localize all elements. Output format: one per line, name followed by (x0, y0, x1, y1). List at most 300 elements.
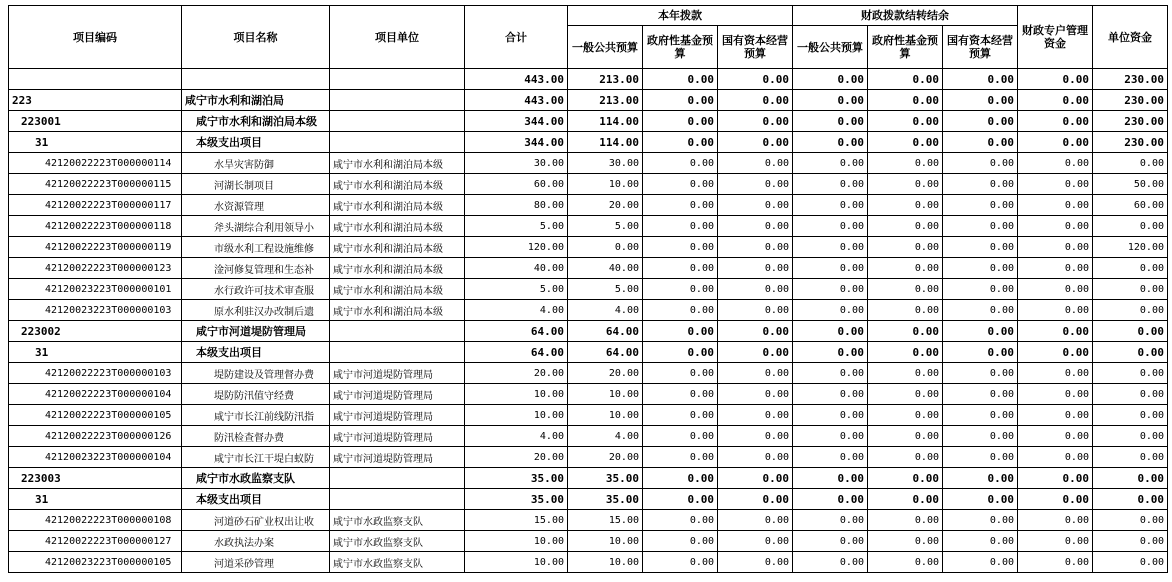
cell-amount: 40.00 (568, 258, 643, 279)
cell-unit (330, 69, 465, 90)
cell-amount: 0.00 (1018, 132, 1093, 153)
cell-unit: 咸宁市河道堤防管理局 (330, 363, 465, 384)
cell-amount: 0.00 (1093, 363, 1168, 384)
cell-amount: 0.00 (718, 531, 793, 552)
cell-amount: 0.00 (1018, 237, 1093, 258)
header-code: 项目编码 (9, 6, 182, 69)
cell-code: 42120022223T000000114 (9, 153, 182, 174)
cell-amount: 0.00 (1018, 195, 1093, 216)
cell-amount: 0.00 (1018, 90, 1093, 111)
cell-amount: 0.00 (868, 300, 943, 321)
cell-amount: 0.00 (643, 447, 718, 468)
cell-name: 水政执法办案 (182, 531, 330, 552)
cell-amount: 0.00 (868, 111, 943, 132)
cell-amount: 0.00 (1018, 111, 1093, 132)
cell-amount: 0.00 (643, 384, 718, 405)
cell-amount: 0.00 (793, 447, 868, 468)
cell-amount: 0.00 (718, 426, 793, 447)
cell-amount: 10.00 (568, 384, 643, 405)
cell-amount: 114.00 (568, 132, 643, 153)
cell-code: 42120022223T000000123 (9, 258, 182, 279)
cell-amount: 0.00 (793, 111, 868, 132)
cell-amount: 15.00 (465, 510, 568, 531)
cell-amount: 0.00 (868, 258, 943, 279)
cell-amount: 0.00 (1018, 510, 1093, 531)
table-row (9, 216, 1168, 237)
cell-amount: 0.00 (868, 468, 943, 489)
cell-amount: 10.00 (568, 174, 643, 195)
cell-amount: 0.00 (1018, 447, 1093, 468)
table-row (9, 153, 1168, 174)
cell-amount: 5.00 (568, 216, 643, 237)
cell-unit: 咸宁市水利和湖泊局本级 (330, 195, 465, 216)
cell-amount: 0.00 (1018, 300, 1093, 321)
header-name: 项目名称 (182, 6, 330, 69)
cell-amount: 443.00 (465, 69, 568, 90)
cell-amount: 0.00 (1018, 489, 1093, 510)
cell-amount: 10.00 (568, 552, 643, 573)
table-row (9, 489, 1168, 510)
cell-amount: 5.00 (568, 279, 643, 300)
cell-amount: 0.00 (943, 153, 1018, 174)
cell-amount: 50.00 (1093, 174, 1168, 195)
table-row (9, 69, 1168, 90)
cell-amount: 0.00 (1093, 342, 1168, 363)
cell-amount: 0.00 (868, 321, 943, 342)
cell-amount: 0.00 (643, 111, 718, 132)
cell-amount: 4.00 (568, 426, 643, 447)
cell-amount: 0.00 (643, 153, 718, 174)
cell-code: 31 (9, 489, 182, 510)
cell-amount: 0.00 (793, 90, 868, 111)
table-row (9, 279, 1168, 300)
cell-amount: 0.00 (943, 552, 1018, 573)
cell-amount: 0.00 (1018, 468, 1093, 489)
cell-amount: 0.00 (643, 216, 718, 237)
cell-amount: 0.00 (718, 258, 793, 279)
cell-amount: 0.00 (718, 468, 793, 489)
cell-code: 31 (9, 132, 182, 153)
cell-amount: 0.00 (718, 510, 793, 531)
cell-amount: 0.00 (943, 384, 1018, 405)
cell-unit: 咸宁市水政监察支队 (330, 531, 465, 552)
cell-amount: 20.00 (568, 363, 643, 384)
cell-code: 42120022223T000000127 (9, 531, 182, 552)
cell-amount: 0.00 (643, 174, 718, 195)
cell-code: 42120022223T000000117 (9, 195, 182, 216)
cell-unit (330, 342, 465, 363)
cell-name: 河湖长制项目 (182, 174, 330, 195)
cell-amount: 60.00 (465, 174, 568, 195)
cell-amount: 0.00 (793, 489, 868, 510)
cell-code: 42120023223T000000101 (9, 279, 182, 300)
cell-amount: 0.00 (1093, 216, 1168, 237)
cell-amount: 0.00 (1018, 363, 1093, 384)
header-group-carryover: 财政拨款结转结余 (793, 6, 1018, 26)
cell-amount: 0.00 (718, 174, 793, 195)
table-row (9, 342, 1168, 363)
cell-amount: 0.00 (1093, 258, 1168, 279)
cell-amount: 0.00 (793, 153, 868, 174)
cell-unit (330, 321, 465, 342)
cell-amount: 443.00 (465, 90, 568, 111)
cell-unit (330, 132, 465, 153)
cell-unit (330, 111, 465, 132)
cell-amount: 0.00 (643, 258, 718, 279)
cell-code: 42120022223T000000108 (9, 510, 182, 531)
cell-amount: 0.00 (718, 216, 793, 237)
cell-name: 咸宁市水利和湖泊局 (182, 90, 330, 111)
cell-unit: 咸宁市水利和湖泊局本级 (330, 279, 465, 300)
cell-amount: 0.00 (793, 510, 868, 531)
cell-code: 42120022223T000000104 (9, 384, 182, 405)
cell-amount: 0.00 (868, 447, 943, 468)
cell-amount: 0.00 (868, 489, 943, 510)
table-row (9, 363, 1168, 384)
cell-amount: 0.00 (643, 426, 718, 447)
cell-unit: 咸宁市水政监察支队 (330, 510, 465, 531)
table-row (9, 384, 1168, 405)
cell-amount: 0.00 (1018, 552, 1093, 573)
header-own-funds: 单位资金 (1093, 6, 1168, 69)
cell-name: 堤防防汛值守经费 (182, 384, 330, 405)
cell-amount: 213.00 (568, 69, 643, 90)
cell-amount: 0.00 (943, 510, 1018, 531)
cell-name: 咸宁市水利和湖泊局本级 (182, 111, 330, 132)
cell-name: 本级支出项目 (182, 489, 330, 510)
cell-amount: 0.00 (643, 363, 718, 384)
cell-amount: 4.00 (568, 300, 643, 321)
cell-amount: 0.00 (868, 405, 943, 426)
header-unit: 项目单位 (330, 6, 465, 69)
cell-unit (330, 90, 465, 111)
cell-amount: 10.00 (568, 531, 643, 552)
cell-amount: 0.00 (1093, 300, 1168, 321)
cell-amount: 64.00 (568, 321, 643, 342)
table-row (9, 300, 1168, 321)
cell-amount: 20.00 (465, 447, 568, 468)
cell-amount: 0.00 (943, 405, 1018, 426)
table-row (9, 510, 1168, 531)
cell-amount: 0.00 (868, 69, 943, 90)
cell-name (182, 69, 330, 90)
table-row (9, 468, 1168, 489)
cell-amount: 0.00 (793, 174, 868, 195)
cell-amount: 0.00 (793, 363, 868, 384)
cell-amount: 0.00 (868, 132, 943, 153)
cell-amount: 20.00 (568, 447, 643, 468)
cell-amount: 120.00 (465, 237, 568, 258)
cell-amount: 230.00 (1093, 132, 1168, 153)
cell-amount: 0.00 (943, 489, 1018, 510)
cell-amount: 0.00 (718, 111, 793, 132)
cell-amount: 0.00 (643, 90, 718, 111)
cell-amount: 4.00 (465, 426, 568, 447)
cell-amount: 0.00 (1093, 279, 1168, 300)
cell-amount: 0.00 (643, 489, 718, 510)
cell-code: 223 (9, 90, 182, 111)
cell-amount: 0.00 (643, 468, 718, 489)
cell-unit: 咸宁市河道堤防管理局 (330, 384, 465, 405)
cell-amount: 0.00 (1093, 489, 1168, 510)
cell-unit: 咸宁市水利和湖泊局本级 (330, 258, 465, 279)
cell-amount: 0.00 (868, 216, 943, 237)
cell-unit: 咸宁市水利和湖泊局本级 (330, 237, 465, 258)
cell-amount: 0.00 (1018, 216, 1093, 237)
cell-amount: 0.00 (793, 237, 868, 258)
cell-amount: 0.00 (943, 216, 1018, 237)
cell-amount: 0.00 (718, 552, 793, 573)
cell-amount: 0.00 (943, 426, 1018, 447)
header-group-annual: 本年拨款 (568, 6, 793, 26)
cell-amount: 0.00 (943, 195, 1018, 216)
cell-code (9, 69, 182, 90)
cell-amount: 60.00 (1093, 195, 1168, 216)
table-row (9, 132, 1168, 153)
cell-name: 水旱灾害防御 (182, 153, 330, 174)
cell-amount: 0.00 (793, 552, 868, 573)
cell-amount: 0.00 (943, 321, 1018, 342)
cell-amount: 0.00 (718, 321, 793, 342)
header-carryover-fund: 政府性基金预算 (868, 26, 943, 69)
table-row (9, 426, 1168, 447)
cell-amount: 230.00 (1093, 69, 1168, 90)
cell-amount: 0.00 (643, 279, 718, 300)
table-row (9, 321, 1168, 342)
cell-amount: 0.00 (643, 195, 718, 216)
cell-amount: 0.00 (868, 90, 943, 111)
cell-code: 31 (9, 342, 182, 363)
cell-amount: 0.00 (793, 405, 868, 426)
cell-amount: 0.00 (793, 216, 868, 237)
cell-name: 堤防建设及管理督办费 (182, 363, 330, 384)
cell-code: 223003 (9, 468, 182, 489)
cell-amount: 35.00 (465, 468, 568, 489)
table-row (9, 531, 1168, 552)
table-row (9, 111, 1168, 132)
cell-name: 咸宁市河道堤防管理局 (182, 321, 330, 342)
cell-amount: 0.00 (793, 468, 868, 489)
cell-amount: 0.00 (943, 279, 1018, 300)
cell-amount: 0.00 (718, 489, 793, 510)
cell-amount: 4.00 (465, 300, 568, 321)
cell-amount: 0.00 (643, 321, 718, 342)
table-row (9, 447, 1168, 468)
cell-amount: 0.00 (1018, 531, 1093, 552)
cell-amount: 0.00 (1018, 426, 1093, 447)
cell-name: 原水利驻汉办改制后遗 (182, 300, 330, 321)
cell-amount: 0.00 (943, 342, 1018, 363)
budget-table (8, 5, 1168, 573)
cell-amount: 0.00 (643, 531, 718, 552)
cell-amount: 0.00 (943, 132, 1018, 153)
cell-amount: 0.00 (793, 426, 868, 447)
cell-amount: 0.00 (1018, 153, 1093, 174)
cell-code: 223002 (9, 321, 182, 342)
cell-amount: 0.00 (868, 363, 943, 384)
cell-amount: 0.00 (793, 531, 868, 552)
cell-amount: 0.00 (1093, 405, 1168, 426)
cell-name: 咸宁市水政监察支队 (182, 468, 330, 489)
cell-name: 水行政许可技术审查服 (182, 279, 330, 300)
cell-amount: 0.00 (643, 300, 718, 321)
cell-amount: 0.00 (718, 195, 793, 216)
cell-amount: 10.00 (465, 405, 568, 426)
cell-code: 42120022223T000000118 (9, 216, 182, 237)
cell-name: 市级水利工程设施维修 (182, 237, 330, 258)
cell-name: 斧头湖综合利用领导小 (182, 216, 330, 237)
cell-amount: 0.00 (868, 531, 943, 552)
cell-name: 防汛检查督办费 (182, 426, 330, 447)
cell-amount: 230.00 (1093, 90, 1168, 111)
cell-amount: 0.00 (868, 426, 943, 447)
cell-amount: 0.00 (1018, 384, 1093, 405)
cell-amount: 35.00 (568, 489, 643, 510)
cell-code: 42120022223T000000126 (9, 426, 182, 447)
table-header (9, 6, 1168, 69)
cell-amount: 0.00 (643, 342, 718, 363)
cell-amount: 0.00 (943, 111, 1018, 132)
cell-amount: 30.00 (568, 153, 643, 174)
cell-amount: 0.00 (643, 552, 718, 573)
cell-name: 本级支出项目 (182, 132, 330, 153)
table-row (9, 174, 1168, 195)
cell-amount: 0.00 (1093, 153, 1168, 174)
cell-amount: 0.00 (943, 363, 1018, 384)
cell-amount: 344.00 (465, 132, 568, 153)
cell-amount: 0.00 (718, 69, 793, 90)
cell-amount: 0.00 (943, 258, 1018, 279)
cell-amount: 0.00 (718, 90, 793, 111)
cell-name: 河道砂石矿业权出让收 (182, 510, 330, 531)
cell-amount: 35.00 (568, 468, 643, 489)
cell-amount: 0.00 (718, 342, 793, 363)
cell-amount: 0.00 (793, 195, 868, 216)
cell-unit: 咸宁市水利和湖泊局本级 (330, 300, 465, 321)
cell-unit: 咸宁市水利和湖泊局本级 (330, 216, 465, 237)
cell-unit (330, 468, 465, 489)
cell-amount: 0.00 (793, 69, 868, 90)
cell-amount: 0.00 (1018, 405, 1093, 426)
cell-amount: 0.00 (1093, 321, 1168, 342)
cell-amount: 0.00 (943, 69, 1018, 90)
table-body (9, 69, 1168, 573)
cell-amount: 0.00 (943, 237, 1018, 258)
cell-amount: 0.00 (718, 363, 793, 384)
cell-amount: 213.00 (568, 90, 643, 111)
cell-amount: 40.00 (465, 258, 568, 279)
cell-amount: 230.00 (1093, 111, 1168, 132)
cell-name: 咸宁市长江前线防汛指 (182, 405, 330, 426)
cell-amount: 0.00 (868, 510, 943, 531)
cell-amount: 0.00 (793, 342, 868, 363)
table-row (9, 90, 1168, 111)
cell-amount: 0.00 (868, 237, 943, 258)
cell-amount: 120.00 (1093, 237, 1168, 258)
cell-amount: 0.00 (1093, 384, 1168, 405)
cell-amount: 0.00 (718, 279, 793, 300)
cell-amount: 0.00 (868, 153, 943, 174)
cell-unit: 咸宁市水利和湖泊局本级 (330, 153, 465, 174)
cell-code: 42120023223T000000105 (9, 552, 182, 573)
cell-amount: 0.00 (868, 384, 943, 405)
header-carryover-general: 一般公共预算 (793, 26, 868, 69)
header-total: 合计 (465, 6, 568, 69)
cell-amount: 10.00 (465, 552, 568, 573)
header-annual-general: 一般公共预算 (568, 26, 643, 69)
cell-amount: 0.00 (568, 237, 643, 258)
cell-amount: 10.00 (465, 384, 568, 405)
cell-code: 42120022223T000000119 (9, 237, 182, 258)
cell-amount: 0.00 (868, 195, 943, 216)
cell-amount: 0.00 (868, 552, 943, 573)
header-annual-fund: 政府性基金预算 (643, 26, 718, 69)
header-special-account: 财政专户管理资金 (1018, 6, 1093, 69)
cell-amount: 0.00 (718, 300, 793, 321)
cell-amount: 0.00 (1018, 342, 1093, 363)
table-row (9, 195, 1168, 216)
table-row (9, 405, 1168, 426)
cell-amount: 0.00 (943, 447, 1018, 468)
cell-amount: 10.00 (465, 531, 568, 552)
cell-code: 42120022223T000000105 (9, 405, 182, 426)
cell-amount: 0.00 (643, 405, 718, 426)
cell-name: 河道采砂管理 (182, 552, 330, 573)
cell-amount: 0.00 (643, 510, 718, 531)
cell-name: 水资源管理 (182, 195, 330, 216)
cell-amount: 0.00 (1093, 510, 1168, 531)
cell-amount: 0.00 (1093, 468, 1168, 489)
cell-amount: 0.00 (868, 174, 943, 195)
cell-amount: 0.00 (943, 90, 1018, 111)
cell-code: 42120022223T000000115 (9, 174, 182, 195)
cell-unit (330, 489, 465, 510)
cell-amount: 0.00 (718, 132, 793, 153)
cell-unit: 咸宁市河道堤防管理局 (330, 405, 465, 426)
cell-amount: 0.00 (1018, 174, 1093, 195)
cell-amount: 0.00 (1018, 69, 1093, 90)
cell-amount: 344.00 (465, 111, 568, 132)
cell-amount: 64.00 (568, 342, 643, 363)
cell-unit: 咸宁市河道堤防管理局 (330, 426, 465, 447)
cell-amount: 0.00 (1093, 447, 1168, 468)
cell-unit: 咸宁市水利和湖泊局本级 (330, 174, 465, 195)
cell-amount: 0.00 (793, 258, 868, 279)
cell-amount: 0.00 (718, 237, 793, 258)
cell-amount: 80.00 (465, 195, 568, 216)
cell-amount: 15.00 (568, 510, 643, 531)
cell-amount: 0.00 (1018, 279, 1093, 300)
cell-amount: 0.00 (1018, 258, 1093, 279)
cell-amount: 35.00 (465, 489, 568, 510)
cell-name: 本级支出项目 (182, 342, 330, 363)
table-row (9, 237, 1168, 258)
cell-amount: 0.00 (793, 132, 868, 153)
cell-amount: 0.00 (1093, 531, 1168, 552)
header-annual-capital: 国有资本经营预算 (718, 26, 793, 69)
table-row (9, 258, 1168, 279)
cell-amount: 0.00 (793, 384, 868, 405)
cell-amount: 0.00 (793, 300, 868, 321)
cell-amount: 0.00 (643, 69, 718, 90)
cell-amount: 0.00 (793, 279, 868, 300)
cell-code: 42120022223T000000103 (9, 363, 182, 384)
cell-amount: 10.00 (568, 405, 643, 426)
cell-amount: 0.00 (1093, 552, 1168, 573)
cell-amount: 0.00 (718, 153, 793, 174)
cell-amount: 0.00 (643, 237, 718, 258)
cell-amount: 64.00 (465, 342, 568, 363)
